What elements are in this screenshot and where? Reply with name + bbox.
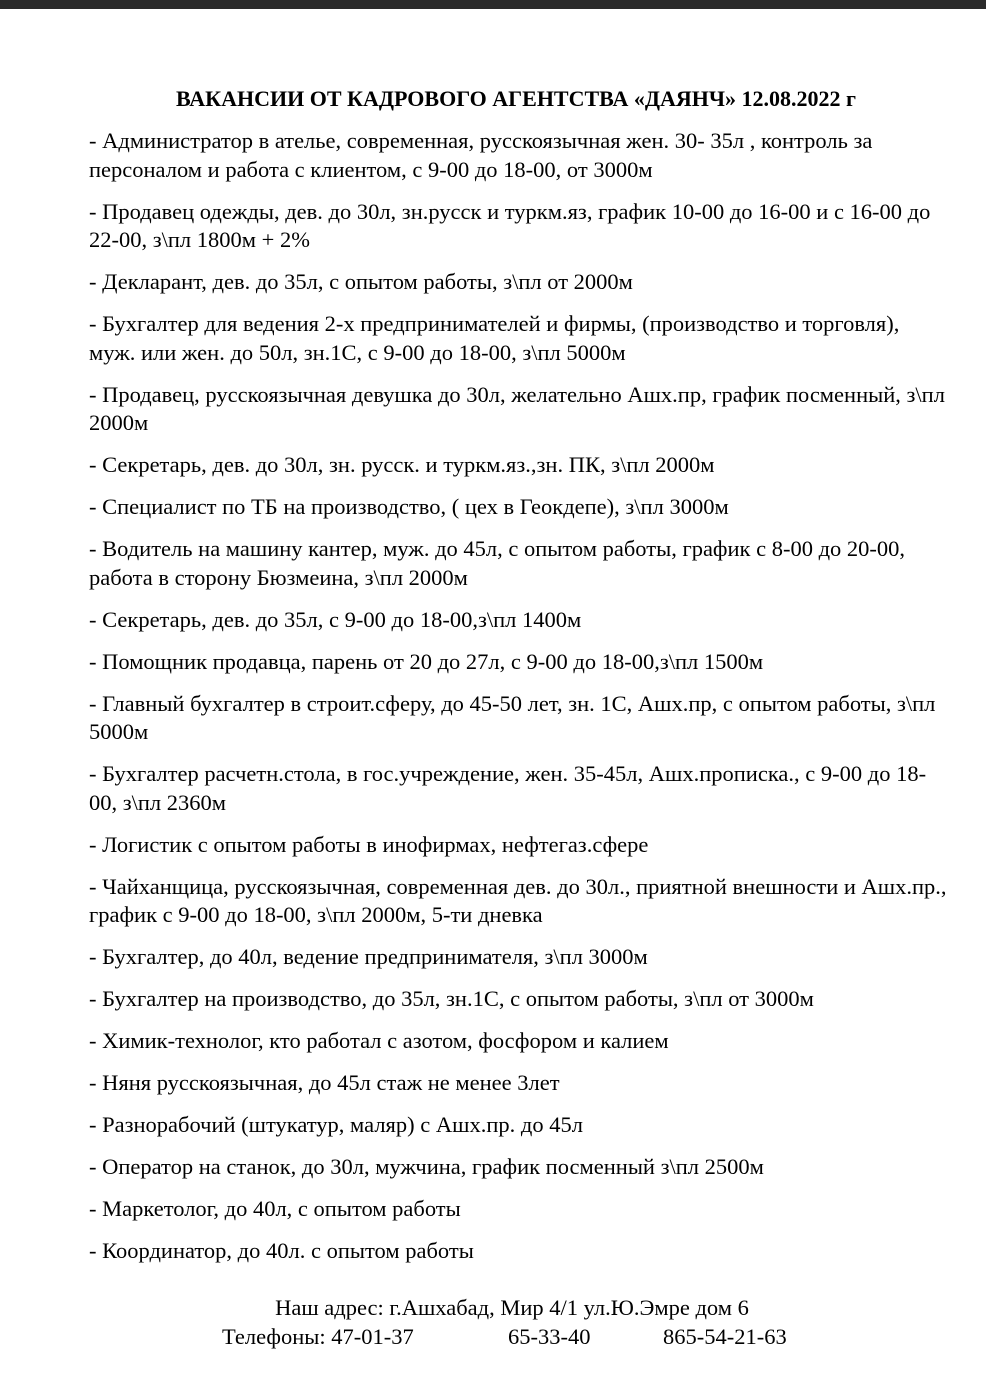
phone-number-1: Телефоны: 47-01-37 [222,1324,414,1349]
vacancy-item: - Секретарь, дев. до 30л, зн. русск. и туркм.яз.,зн. ПК, з\пл 2000м [89,452,715,477]
vacancy-item: - Бухгалтер на производство, до 35л, зн.1С, с опытом работы, з\пл от 3000м [89,986,814,1011]
vacancy-item: - Администратор в ателье, современная, русскоязычная жен. 30- 35л , контроль за персоналом и работа с клиентом, с 9-00 до 18-00, от 3000м [89,128,873,182]
vacancy-item: - Химик-технолог, кто работал с азотом, фосфором и калием [89,1028,669,1053]
window-top-bar [0,0,986,9]
footer-address: Наш адрес: г.Ашхабад, Мир 4/1 ул.Ю.Эмре дом 6 [275,1295,749,1320]
vacancy-item: - Помощник продавца, парень от 20 до 27л, с 9-00 до 18-00,з\пл 1500м [89,648,764,674]
vacancy-item: - Бухгалтер расчетн.стола, в гос.учреждение, жен. 35-45л, Ашх.прописка., с 9-00 до 18-00, з\пл 2360м [89,761,927,815]
vacancy-item: - Чайханщица, русскоязычная, современная дев. до 30л., приятной внешности и Ашх.пр., график с 9-00 до 18-00, з\пл 2000м, 5-ти дневка [89,873,947,927]
phone-number-2: 65-33-40 [508,1324,591,1349]
vacancy-item: - Специалист по ТБ на производство, ( цех в Геокдепе), з\пл 3000м [89,494,729,519]
vacancy-item: - Няня русскоязычная, до 45л стаж не менее 3лет [89,1070,560,1095]
vacancy-item: - Продавец, русскоязычная девушка до 30л, желательно Ашх.пр, график посменный, з\пл 2000м [89,381,945,435]
vacancy-item: - Бухгалтер, до 40л, ведение предпринимателя, з\пл 3000м [89,944,648,969]
vacancy-item: - Водитель на машину кантер, муж. до 45л, с опытом работы, график с 8-00 до 20-00, работа в сторону Бюзмеина, з\пл 2000м [89,536,906,590]
vacancy-item: - Логистик с опытом работы в инофирмах, нефтегаз.сфере [89,831,649,857]
document-title: ВАКАНСИИ ОТ КАДРОВОГО АГЕНТСТВА «ДАЯНЧ» 12.08.2022 г [175,86,856,111]
footer-phones [0,1323,986,1353]
vacancy-item: - Главный бухгалтер в строит.сферу, до 45-50 лет, зн. 1С, Ашх.пр, с опытом работы, з\пл 5000м [89,690,936,744]
vacancy-item: - Секретарь, дев. до 35л, с 9-00 до 18-00,з\пл 1400м [89,606,582,632]
document-page [0,9,986,1397]
vacancy-item: - Маркетолог, до 40л, с опытом работы [89,1196,461,1221]
vacancy-item: - Декларант, дев. до 35л, с опытом работы, з\пл от 2000м [89,269,633,294]
vacancy-item: - Продавец одежды, дев. до 30л, зн.русск и туркм.яз, график 10-00 до 16-00 и с 16-00 до 22-00, з\пл 1800м + 2% [89,198,931,252]
vacancy-item: - Бухгалтер для ведения 2-х предпринимателей и фирмы, (производство и торговля), муж. или жен. до 50л, зн.1С, с 9-00 до 18-00, з\пл 5000м [89,311,900,365]
vacancy-list [89,127,949,1279]
vacancy-item: - Разнорабочий (штукатур, маляр) с Ашх.пр. до 45л [89,1112,583,1137]
vacancy-item: - Координатор, до 40л. с опытом работы [89,1238,474,1263]
phone-number-3: 865-54-21-63 [663,1324,787,1349]
vacancy-item: - Оператор на станок, до 30л, мужчина, график посменный з\пл 2500м [89,1154,764,1179]
